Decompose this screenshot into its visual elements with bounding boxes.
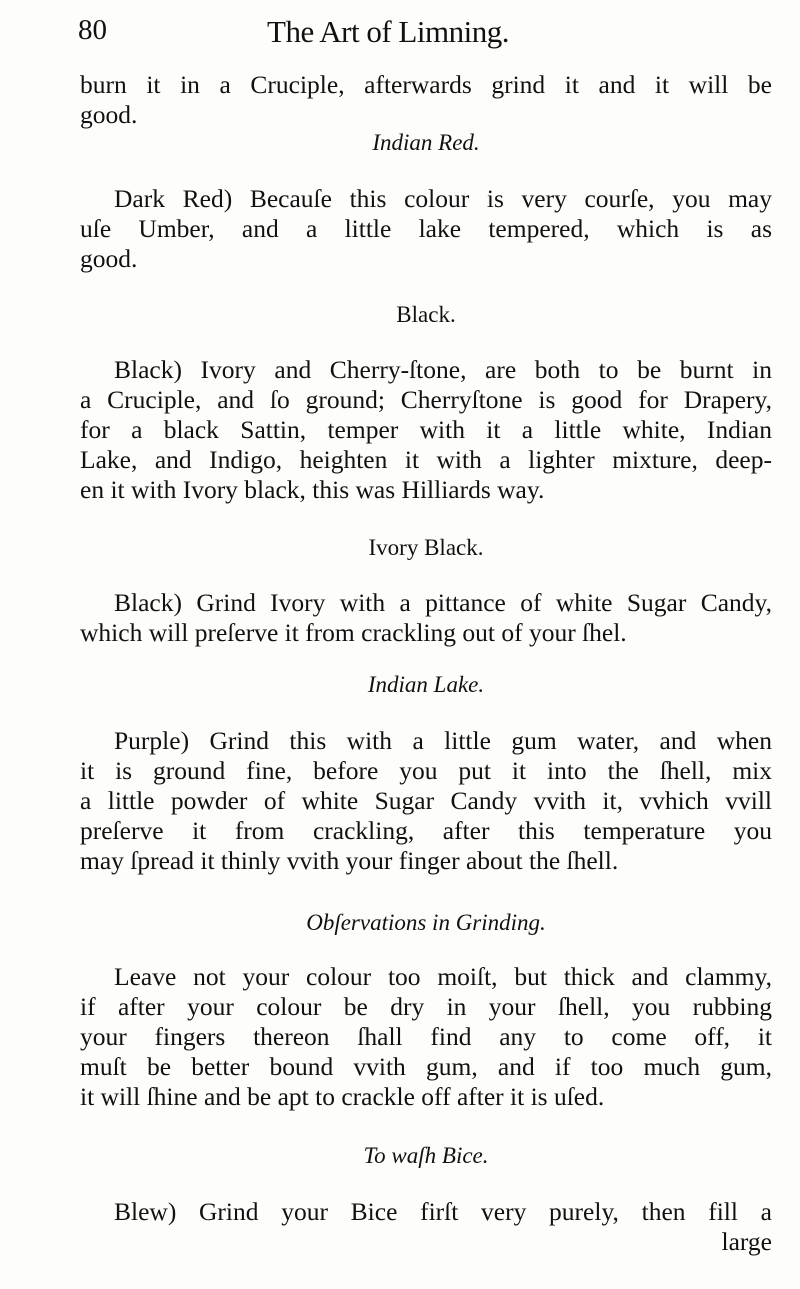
- text-line: uſe Umber, and a little lake tempered, which is as: [80, 214, 772, 243]
- text-line: Leave not your colour too moiſt, but thick and clammy,: [114, 962, 772, 991]
- page-header: [78, 14, 778, 54]
- text-line: it will ſhine and be apt to crackle off after it is uſed.: [80, 1082, 605, 1111]
- paragraph-ivory-black: [80, 588, 772, 648]
- section-heading-black: Black.: [396, 302, 456, 327]
- section-heading-ivory-black: Ivory Black.: [368, 535, 484, 560]
- section-heading-indian-red: Indian Red.: [372, 130, 480, 155]
- paragraph-black: [80, 355, 772, 505]
- text-line: Black) Grind Ivory with a pittance of white Sugar Candy,: [114, 588, 772, 617]
- text-line: Dark Red) Becauſe this colour is very courſe, you may: [114, 184, 772, 213]
- section-heading-observations: Obſervations in Grinding.: [306, 910, 546, 935]
- text-line: preſerve it from crackling, after this temperature you: [80, 816, 772, 845]
- text-line: good.: [80, 100, 138, 129]
- running-title: The Art of Limning.: [267, 14, 509, 49]
- text-line: Black) Ivory and Cherry-ſtone, are both to be burnt in: [114, 355, 772, 384]
- text-line: Lake, and Indigo, heighten it with a lighter mixture, deep-: [80, 445, 772, 474]
- paragraph-wash-bice: [80, 1197, 772, 1257]
- text-line: a little powder of white Sugar Candy vvith it, vvhich vvill: [80, 786, 772, 815]
- text-line: which will preſerve it from crackling out of your ſhel.: [80, 618, 627, 647]
- section-heading-wash-bice: To waſh Bice.: [363, 1143, 489, 1168]
- text-line: Purple) Grind this with a little gum water, and when: [114, 726, 772, 755]
- paragraph-observations: [80, 962, 772, 1112]
- text-line: for a black Sattin, temper with it a little white, Indian: [80, 415, 772, 444]
- paragraph-indian-red: [80, 184, 772, 274]
- paragraph-continuation: [80, 70, 772, 130]
- text-line: Blew) Grind your Bice firſt very purely, then fill a: [114, 1197, 772, 1226]
- text-line: may ſpread it thinly vvith your finger about the ſhell.: [80, 846, 619, 875]
- text-line: good.: [80, 244, 138, 273]
- page-number: 80: [78, 14, 107, 46]
- paragraph-indian-lake: [80, 726, 772, 876]
- catchword: large: [721, 1227, 772, 1256]
- text-line: muſt be better bound vvith gum, and if too much gum,: [80, 1052, 772, 1081]
- text-line: if after your colour be dry in your ſhell, you rubbing: [80, 992, 772, 1021]
- text-line: a Cruciple, and ſo ground; Cherryſtone is good for Drapery,: [80, 385, 772, 414]
- text-line: it is ground fine, before you put it into the ſhell, mix: [80, 756, 772, 785]
- text-line: en it with Ivory black, this was Hilliards way.: [80, 475, 545, 504]
- text-line: burn it in a Cruciple, afterwards grind it and it will be: [80, 70, 772, 99]
- section-heading-indian-lake: Indian Lake.: [367, 672, 485, 697]
- text-line: your fingers thereon ſhall find any to come off, it: [80, 1022, 772, 1051]
